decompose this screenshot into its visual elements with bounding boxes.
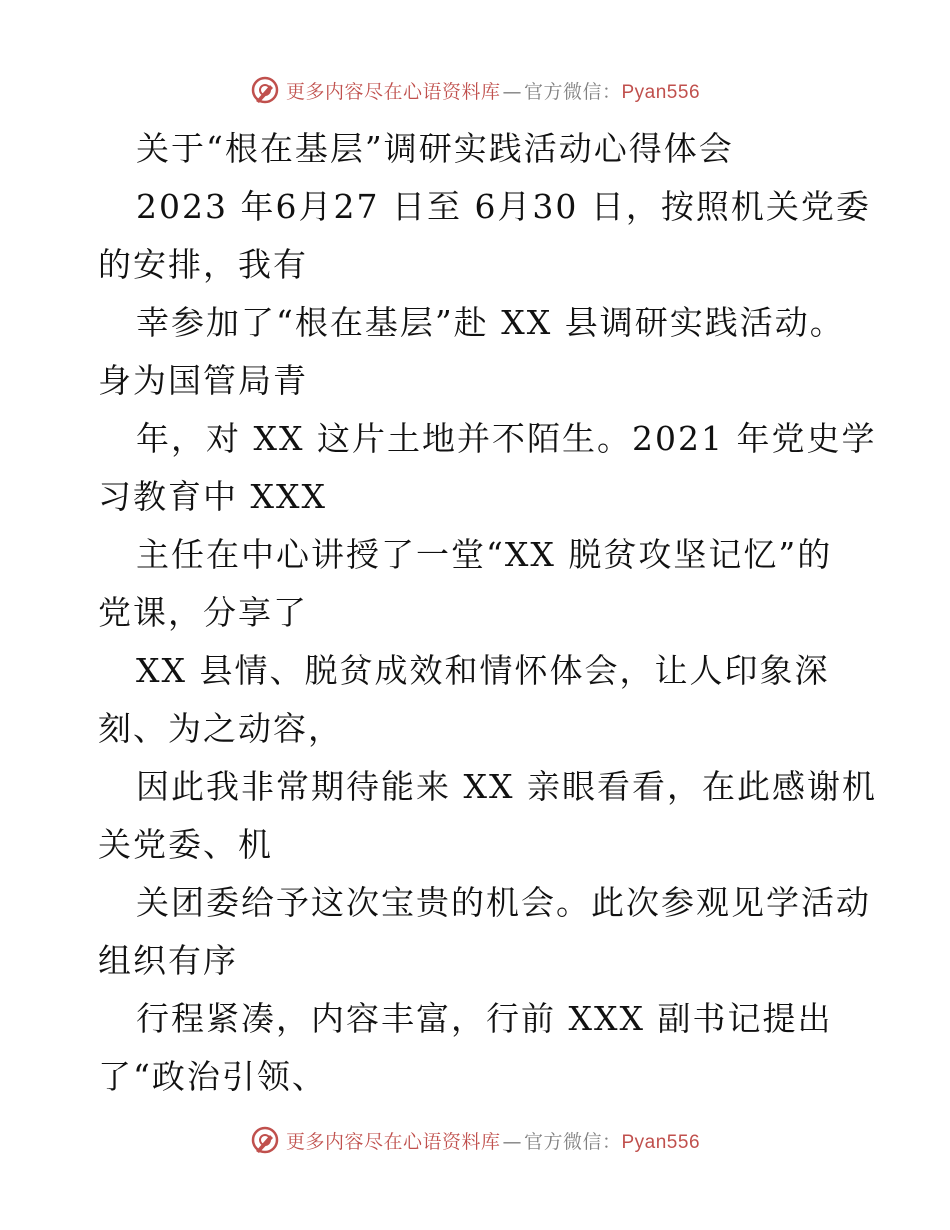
paragraph-line: 因此我非常期待能来 XX 亲眼看看，在此感谢机 bbox=[136, 767, 877, 806]
paragraph-line: 组织有序 bbox=[98, 941, 238, 980]
pen-logo-icon bbox=[250, 75, 280, 105]
watermark-footer bbox=[0, 1120, 950, 1160]
watermark-dash: — bbox=[502, 80, 522, 103]
paragraph-line: 了“政治引领、 bbox=[98, 1057, 327, 1096]
paragraph-line: 的安排，我有 bbox=[98, 245, 308, 284]
paragraph-line: 党课，分享了 bbox=[98, 593, 308, 632]
paragraph-line: 主任在中心讲授了一堂“XX 脱贫攻坚记忆”的 bbox=[136, 535, 833, 574]
paragraph-line: 行程紧凑，内容丰富，行前 XXX 副书记提出 bbox=[136, 999, 833, 1038]
paragraph-line: XX 县情、脱贫成效和情怀体会，让人印象深 bbox=[136, 651, 830, 690]
watermark-header bbox=[0, 70, 950, 110]
paragraph-line: 关党委、机 bbox=[98, 825, 273, 864]
document-body bbox=[98, 120, 877, 1106]
paragraph-line: 关团委给予这次宝贵的机会。此次参观见学活动 bbox=[136, 883, 871, 922]
paragraph-line: 关于“根在基层”调研实践活动心得体会 bbox=[136, 129, 734, 168]
watermark-text bbox=[286, 77, 700, 104]
paragraph-line: 幸参加了“根在基层”赴 XX 县调研实践活动。 bbox=[136, 303, 845, 342]
watermark-label: 官方微信： bbox=[523, 1130, 622, 1153]
watermark-id: Pyan556 bbox=[621, 81, 701, 103]
paragraph-line: 刻、为之动容， bbox=[98, 709, 343, 748]
paragraph-line: 2023 年6月27 日至 6月30 日，按照机关党委 bbox=[136, 187, 871, 226]
watermark-brand: 更多内容尽在心语资料库 bbox=[285, 80, 501, 103]
paragraph-line: 习教育中 XXX bbox=[98, 477, 327, 516]
watermark-id: Pyan556 bbox=[621, 1131, 701, 1153]
watermark-brand: 更多内容尽在心语资料库 bbox=[285, 1130, 501, 1153]
watermark-text bbox=[286, 1127, 700, 1154]
watermark-label: 官方微信： bbox=[523, 80, 622, 103]
watermark-dash: — bbox=[502, 1130, 522, 1153]
paragraph-line: 身为国管局青 bbox=[98, 361, 308, 400]
paragraph-line: 年，对 XX 这片土地并不陌生。2021 年党史学 bbox=[136, 419, 877, 458]
pen-logo-icon bbox=[250, 1125, 280, 1155]
